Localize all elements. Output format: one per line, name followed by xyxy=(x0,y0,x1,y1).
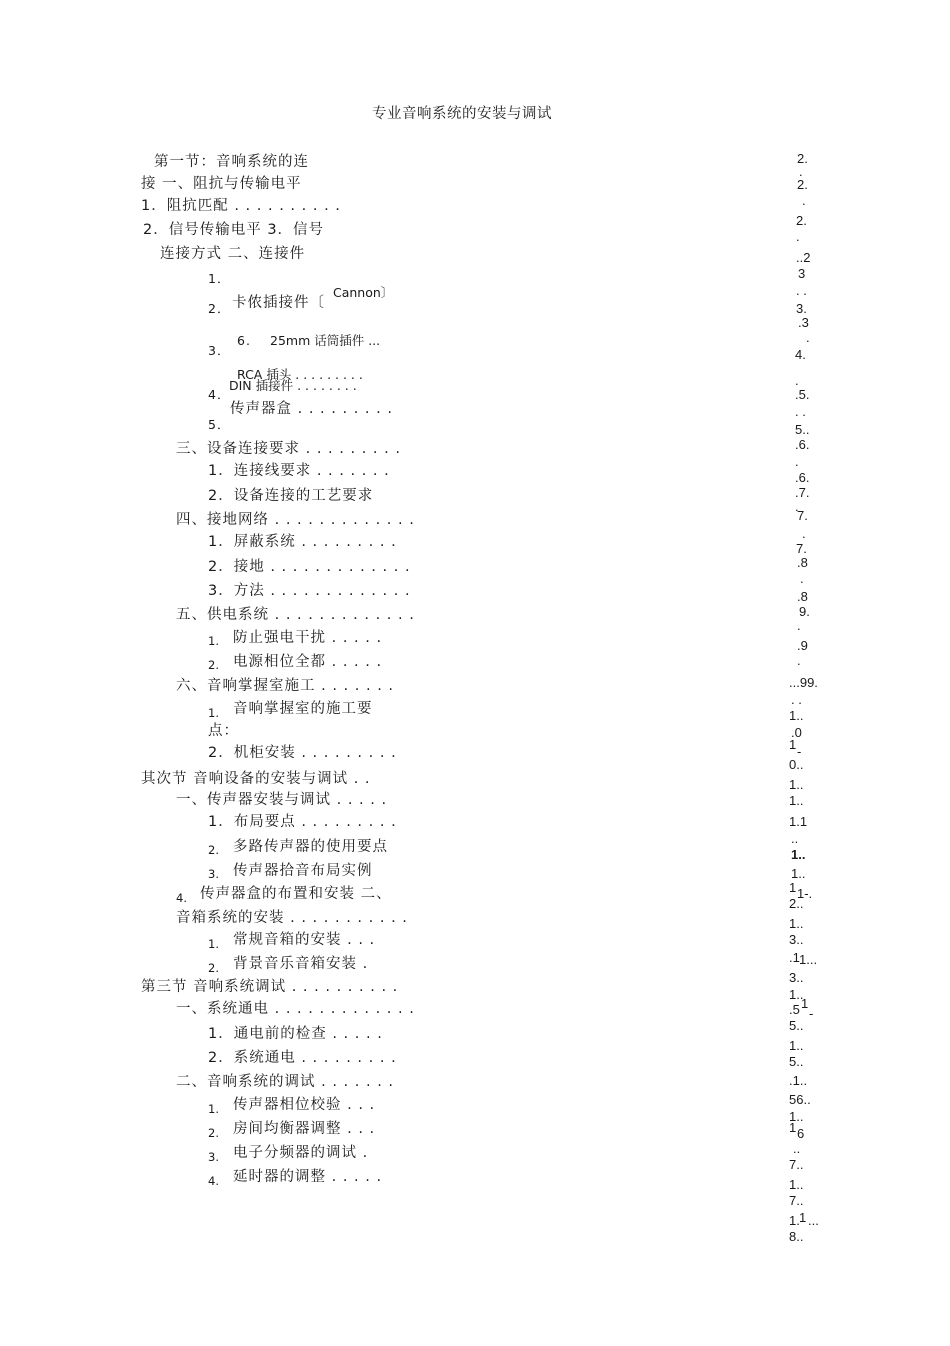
toc-number: 2. xyxy=(208,1126,219,1140)
toc-line: 一、传声器安装与调试 . . . . . xyxy=(176,792,388,808)
page-number: .6. xyxy=(795,470,810,485)
page-number: .8 xyxy=(797,555,808,570)
toc-line: Cannon〕 xyxy=(333,285,394,300)
toc-line: 1．布局要点 . . . . . . . . . xyxy=(208,814,397,830)
page-number: . xyxy=(800,571,804,586)
toc-line: 点： xyxy=(208,723,239,739)
toc-section-3: 第三节 音响系统调试 . . . . . . . . . . xyxy=(141,979,399,995)
page-number: - xyxy=(797,744,802,759)
toc-line: 1．连接线要求 . . . . . . . xyxy=(208,463,390,479)
page-number: . xyxy=(795,499,799,514)
page-number: 1. xyxy=(789,1213,800,1228)
toc-line: 传声器拾音布局实例 xyxy=(233,863,373,879)
page-number: . xyxy=(797,618,801,633)
toc-line: 2．设备连接的工艺要求 xyxy=(208,488,374,504)
toc-line: 延时器的调整 . . . . . xyxy=(233,1169,383,1185)
toc-line: 音箱系统的安装 . . . . . . . . . . . xyxy=(176,910,408,926)
page-number: 0.. xyxy=(789,757,804,772)
page-number: .7. xyxy=(795,485,810,500)
toc-number: 1. xyxy=(208,1102,219,1116)
toc-line: 2．系统通电 . . . . . . . . . xyxy=(208,1050,397,1066)
page-title: 专业音响系统的安装与调试 xyxy=(372,106,552,122)
toc-number: 1. xyxy=(208,706,219,720)
toc-number: 3. xyxy=(208,1150,219,1164)
toc-line: 防止强电干扰 . . . . . xyxy=(233,630,383,646)
page-number: 1.. xyxy=(789,1038,804,1053)
page-number: .3 xyxy=(798,315,809,330)
toc-line: 常规音箱的安装 . . . xyxy=(233,932,376,948)
page-number: . xyxy=(796,229,800,244)
page-number: 1.1 xyxy=(789,814,808,829)
page-number: 1.. xyxy=(789,987,804,1002)
page-number: 5.. xyxy=(789,1054,804,1069)
toc-number: 1. xyxy=(208,634,219,648)
toc-line: 接 一、阻抗与传输电平 xyxy=(141,176,302,192)
page-number: 6 xyxy=(797,1126,805,1141)
page-number: . . xyxy=(795,404,806,419)
page-number: ... xyxy=(808,1213,819,1228)
toc-line: 2．机柜安装 . . . . . . . . . xyxy=(208,745,397,761)
page-number: .8 xyxy=(797,589,808,604)
toc-line: 五、供电系统 . . . . . . . . . . . . . xyxy=(176,607,415,623)
page-number: 1.. xyxy=(789,916,804,931)
page-number: 1 xyxy=(801,996,809,1011)
toc-line: 音响掌握室的施工要 xyxy=(233,701,373,717)
page-number: ...99. xyxy=(789,675,818,690)
toc-line: 1．通电前的检查 . . . . . xyxy=(208,1026,383,1042)
page-number: 1.. xyxy=(791,847,806,862)
toc-line: 三、设备连接要求 . . . . . . . . . xyxy=(176,441,401,457)
page-number: 3.. xyxy=(789,970,804,985)
toc-line: 电源相位全都 . . . . . xyxy=(233,654,383,670)
page-number: 2. xyxy=(797,177,808,192)
toc-line: 背景音乐音箱安装 . xyxy=(233,956,369,972)
page-number: 5.. xyxy=(795,422,810,437)
page-number: . xyxy=(797,653,801,668)
toc-line: 1．屏蔽系统 . . . . . . . . . xyxy=(208,534,397,550)
toc-number: 4. xyxy=(208,1174,219,1188)
page-number: 56.. xyxy=(789,1092,811,1107)
toc-line: DIN 插接件 . . . . . . . . xyxy=(229,378,357,393)
toc-section-2: 其次节 音响设备的安装与调试 . . xyxy=(141,771,371,787)
page-number: 3 xyxy=(798,266,806,281)
page-number: 1.. xyxy=(789,777,804,792)
toc-number: 2. xyxy=(208,843,219,857)
page-number: . xyxy=(795,454,799,469)
page-number: .6. xyxy=(795,437,810,452)
page-number: 1 xyxy=(799,1210,807,1225)
page-number: 4. xyxy=(795,347,806,362)
page-number: .. xyxy=(793,1141,801,1156)
page-number: 7. xyxy=(797,508,808,523)
toc-number: 1. xyxy=(208,937,219,951)
toc-line: RCA 插头 . . . . . . . . . xyxy=(237,367,363,382)
page-number: 7.. xyxy=(789,1193,804,1208)
toc-number: 3. xyxy=(208,867,219,881)
toc-line: 25mm 话筒插件 ... xyxy=(270,333,381,348)
toc-line: 一、系统通电 . . . . . . . . . . . . . xyxy=(176,1001,415,1017)
toc-line: 电子分频器的调试 . xyxy=(233,1145,369,1161)
toc-number: 5． xyxy=(208,417,231,432)
page-number: 7.. xyxy=(789,1157,804,1172)
page-number: . . xyxy=(796,283,807,298)
page-number: 2. xyxy=(796,213,807,228)
toc-line: 连接方式 二、连接件 xyxy=(160,246,306,262)
page-number: 1.. xyxy=(789,708,804,723)
page-number: . . xyxy=(791,692,802,707)
toc-line: 多路传声器的使用要点 xyxy=(233,839,388,855)
toc-line: 四、接地网络 . . . . . . . . . . . . . xyxy=(176,512,415,528)
toc-line: 2．接地 . . . . . . . . . . . . . xyxy=(208,559,411,575)
toc-line: 二、音响系统的调试 . . . . . . . xyxy=(176,1074,395,1090)
toc-number: 1． xyxy=(208,271,231,286)
page-number: . xyxy=(802,526,806,541)
toc-number: 3． xyxy=(208,343,231,358)
toc-line: 传声器盒的布置和安装 二、 xyxy=(200,886,392,902)
page-number: 5.. xyxy=(789,1018,804,1033)
page-number: 1... xyxy=(799,952,818,967)
page-number: .0 xyxy=(791,725,802,740)
page-number: .9 xyxy=(797,638,808,653)
toc-line: 2．信号传输电平 3．信号 xyxy=(143,222,325,238)
page-number: .5. xyxy=(795,387,810,402)
page-number: 3.. xyxy=(789,932,804,947)
toc-line: 3．方法 . . . . . . . . . . . . . xyxy=(208,583,411,599)
page-number: 3. xyxy=(796,301,807,316)
toc-line: 1．阻抗匹配 . . . . . . . . . . xyxy=(141,198,341,214)
toc-number: 6. xyxy=(237,333,251,348)
page-number: .1.. xyxy=(789,1073,808,1088)
page-number: 1-. xyxy=(797,886,813,901)
page-number: 1.. xyxy=(789,1177,804,1192)
page-number: . xyxy=(802,193,806,208)
toc-number: 2. xyxy=(208,658,219,672)
page-number: - xyxy=(809,1006,814,1021)
page-number: . xyxy=(799,164,803,179)
page-number: 8.. xyxy=(789,1229,804,1244)
page-number: 2.. xyxy=(789,896,804,911)
toc-line: 传声器盒 . . . . . . . . . xyxy=(230,401,393,417)
toc-line: 卡侬插接件〔 xyxy=(232,295,325,311)
toc-number: 4． xyxy=(208,387,231,402)
page-number: ..2 xyxy=(796,250,811,265)
page-number: 2. xyxy=(797,151,808,166)
toc-number: 4. xyxy=(176,891,187,905)
toc-line: 传声器相位校验 . . . xyxy=(233,1097,376,1113)
page-number: . xyxy=(795,373,799,388)
page-number: 1 xyxy=(789,880,797,895)
page-number: .. xyxy=(791,831,799,846)
page-number: 1.. xyxy=(789,1109,804,1124)
toc-line: 房间均衡器调整 . . . xyxy=(233,1121,376,1137)
page-number: 1 xyxy=(789,737,797,752)
toc-number: 2. xyxy=(208,961,219,975)
toc-line: 六、音响掌握室施工 . . . . . . . xyxy=(176,678,395,694)
page-number: . xyxy=(806,330,810,345)
page-number: 1 xyxy=(789,1120,797,1135)
page-number: 7. xyxy=(796,541,807,556)
page-number: .5 xyxy=(789,1002,800,1017)
page-number: .1 xyxy=(789,950,800,965)
page-number: 9. xyxy=(799,604,810,619)
toc-section-1: 第一节：音响系统的连 xyxy=(154,154,309,170)
page-number: 1.. xyxy=(789,793,804,808)
toc-number: 2． xyxy=(208,301,231,316)
page-number: 1.. xyxy=(791,866,806,881)
